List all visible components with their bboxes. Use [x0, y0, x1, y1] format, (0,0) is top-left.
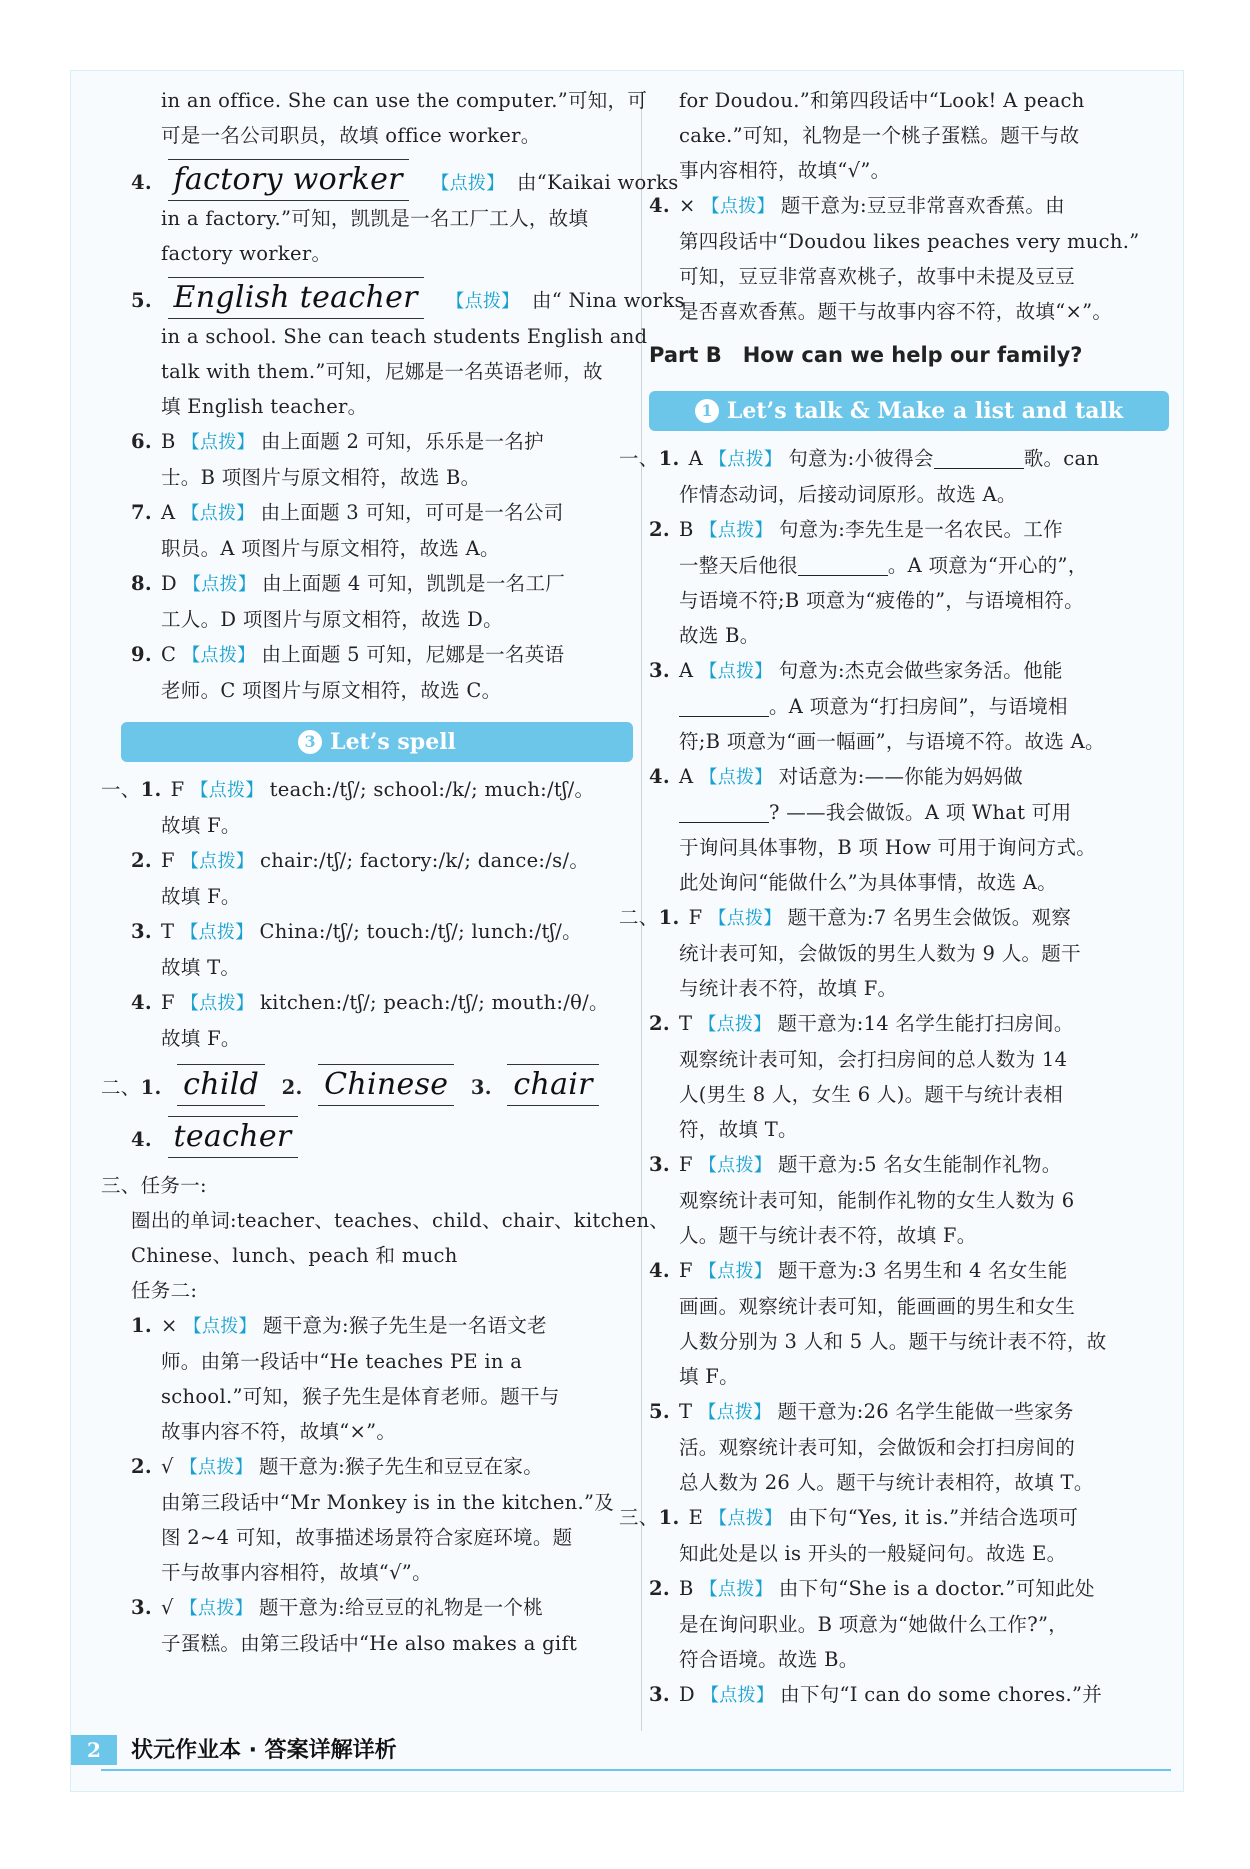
text-line: 于询问具体事物，B 项 How 可用于询问方式。 — [679, 836, 1097, 859]
hint-tag: 【点拨】 — [183, 1316, 257, 1337]
answer-item: 1. × 【点拨】 题干意为:猴子先生是一名语文老 — [131, 1314, 547, 1337]
section-banner-lets-talk: 1 Let’s talk & Make a list and talk — [649, 391, 1169, 431]
text-line: 符合语境。故选 B。 — [679, 1648, 859, 1671]
text-line: 由第三段话中“Mr Monkey is in the kitchen.”及 — [161, 1491, 615, 1514]
text-line: 观察统计表可知，会打扫房间的总人数为 14 — [679, 1048, 1068, 1071]
text-line: 符;B 项意为“画一幅画”，与语境不符。故选 A。 — [679, 730, 1105, 753]
text-line: 作情态动词，后接动词原形。故选 A。 — [679, 483, 1017, 506]
text-line: Chinese、lunch、peach 和 much — [131, 1244, 458, 1267]
text-line: talk with them.”可知，尼娜是一名英语老师，故 — [161, 360, 603, 383]
hint-tag: 【点拨】 — [708, 908, 782, 929]
text-line: 与语境不符;B 项意为“疲倦的”，与语境相符。 — [679, 589, 1084, 612]
text-line: 士。B 项图片与原文相符，故选 B。 — [161, 466, 481, 489]
hint-tag: 【点拨】 — [698, 1014, 772, 1035]
text-line: for Doudou.”和第四段话中“Look! A peach — [679, 89, 1085, 112]
text-line: 老师。C 项图片与原文相符，故选 C。 — [161, 679, 502, 702]
text-line: 知此处是以 is 开头的一般疑问句。故选 E。 — [679, 1542, 1067, 1565]
text-line: cake.”可知，礼物是一个桃子蛋糕。题干与故 — [679, 124, 1080, 147]
hint-tag: 【点拨】 — [699, 767, 773, 788]
hint-tag: 【点拨】 — [181, 432, 255, 453]
text-line: 总人数为 26 人。题干与统计表相符，故填 T。 — [679, 1471, 1094, 1494]
part-heading: Part B How can we help our family? — [649, 343, 1083, 367]
hint-tag: 【点拨】 — [699, 661, 773, 682]
handwritten-answer: chair — [507, 1064, 598, 1106]
answer-item: 3. F 【点拨】 题干意为:5 名女生能制作礼物。 — [649, 1153, 1062, 1176]
hint-tag: 【点拨】 — [698, 1155, 773, 1176]
text-line: 故填 F。 — [161, 814, 241, 837]
answer-item: 一、1. F 【点拨】 teach:/tʃ/; school:/k/; much:/tʃ/。 — [101, 778, 595, 801]
hint-tag: 【点拨】 — [179, 1598, 253, 1619]
text-line: factory worker。 — [161, 242, 332, 265]
hint-tag: 【点拨】 — [180, 851, 255, 872]
answer-item-5: 5. English teacher 【点拨】 由“ Nina works — [101, 277, 633, 319]
section-number-badge: 3 — [298, 730, 322, 754]
handwritten-answer: factory worker — [168, 159, 409, 201]
text-line: 此处询问“能做什么”为具体事情，故选 A。 — [679, 871, 1058, 894]
answer-item: 9. C 【点拨】 由上面题 5 可知，尼娜是一名英语 — [131, 643, 565, 666]
text-line: 符，故填 T。 — [679, 1118, 798, 1141]
answer-item: 5. T 【点拨】 题干意为:26 名学生能做一些家务 — [649, 1400, 1074, 1423]
text-line: 工人。D 项图片与原文相符，故选 D。 — [161, 608, 503, 631]
left-column — [101, 83, 685, 1661]
text-line: 干与故事内容相符，故填“√”。 — [161, 1561, 432, 1584]
answer-item: 4. × 【点拨】 题干意为:豆豆非常喜欢香蕉。由 — [649, 194, 1065, 217]
answer-item: 7. A 【点拨】 由上面题 3 可知，可可是一名公司 — [131, 501, 564, 524]
text-line: 人。题干与统计表不符，故填 F。 — [679, 1224, 977, 1247]
section-banner-lets-spell: 3 Let’s spell — [121, 722, 633, 762]
answer-item: 2. √ 【点拨】 题干意为:猴子先生和豆豆在家。 — [131, 1455, 544, 1478]
answer-item: 2. B 【点拨】 由下句“She is a doctor.”可知此处 — [649, 1577, 1095, 1600]
hint-tag: 【点拨】 — [698, 1402, 772, 1423]
task-heading: 三、任务一: — [101, 1174, 207, 1197]
text-line: 故填 F。 — [161, 885, 241, 908]
answer-item: 2. B 【点拨】 句意为:李先生是一名农民。工作 — [649, 518, 1063, 541]
text-line: 可知，豆豆非常喜欢桃子，故事中未提及豆豆 — [679, 265, 1076, 288]
hint-tag: 【点拨】 — [446, 291, 520, 312]
text-line: 师。由第一段话中“He teaches PE in a — [161, 1350, 523, 1373]
text-line: 。A 项意为“打扫房间”，与语境相 — [649, 689, 1169, 724]
text-line: 图 2~4 可知，故事描述场景符合家庭环境。题 — [161, 1526, 573, 1549]
answer-item: 2. F 【点拨】 chair:/tʃ/; factory:/k/; dance:/s/。 — [131, 849, 590, 872]
text-line: 故选 B。 — [679, 624, 760, 647]
answer-page — [70, 70, 1184, 1792]
text-line: 职员。A 项图片与原文相符，故选 A。 — [161, 537, 500, 560]
answer-item: 二、1. F 【点拨】 题干意为:7 名男生会做饭。观察 — [619, 906, 1072, 929]
answer-item: 3. A 【点拨】 句意为:杰克会做些家务活。他能 — [649, 659, 1063, 682]
fill-blank — [934, 448, 1024, 469]
answer-item: 2. T 【点拨】 题干意为:14 名学生能打扫房间。 — [649, 1012, 1074, 1035]
hint-tag: 【点拨】 — [190, 780, 264, 801]
hint-tag: 【点拨】 — [180, 922, 254, 943]
answer-item: 6. B 【点拨】 由上面题 2 可知，乐乐是一名护 — [131, 430, 544, 453]
text-line: 人数分别为 3 人和 5 人。题干与统计表不符，故 — [679, 1330, 1107, 1353]
text-line: ? ——我会做饭。A 项 What 可用 — [649, 795, 1169, 830]
fill-blank — [679, 696, 769, 717]
text-line: 画画。观察统计表可知，能画画的男生和女生 — [679, 1295, 1076, 1318]
right-column — [619, 83, 1169, 1713]
handwritten-answer: English teacher — [168, 277, 424, 319]
text-line: in a factory.”可知，凯凯是一名工厂工人，故填 — [161, 207, 589, 230]
text-line: 填 English teacher。 — [161, 395, 368, 418]
answer-item: 3. √ 【点拨】 题干意为:给豆豆的礼物是一个桃 — [131, 1596, 544, 1619]
text-line: 故填 T。 — [161, 956, 241, 979]
fill-blank — [798, 555, 888, 576]
text-line: 与统计表不符，故填 F。 — [679, 977, 898, 1000]
text-line: 第四段话中“Doudou likes peaches very much.” — [679, 230, 1140, 253]
hint-tag: 【点拨】 — [698, 1261, 773, 1282]
page-number: 2 — [71, 1735, 117, 1765]
text-line: in a school. She can teach students English and — [161, 325, 648, 348]
hint-tag: 【点拨】 — [699, 1579, 773, 1600]
page-footer — [71, 1731, 1183, 1771]
section-number-badge: 1 — [695, 399, 719, 423]
handwritten-answer: child — [177, 1064, 265, 1106]
answer-item: 8. D 【点拨】 由上面题 4 可知，凯凯是一名工厂 — [131, 572, 566, 595]
hint-tag: 【点拨】 — [179, 1457, 253, 1478]
hint-tag: 【点拨】 — [709, 1508, 783, 1529]
text-line: 人(男生 8 人，女生 6 人)。题干与统计表相 — [679, 1083, 1064, 1106]
text-line: 故事内容不符，故填“×”。 — [161, 1420, 397, 1443]
text-line: 可是一名公司职员，故填 office worker。 — [161, 124, 541, 147]
answer-item: 3. D 【点拨】 由下句“I can do some chores.”并 — [649, 1683, 1103, 1706]
book-title: 状元作业本 · 答案详解详析 — [131, 1738, 397, 1763]
handwritten-answer: teacher — [168, 1116, 298, 1158]
answer-item: 3. T 【点拨】 China:/tʃ/; touch:/tʃ/; lunch:/tʃ/。 — [131, 920, 582, 943]
text-line: 填 F。 — [679, 1365, 739, 1388]
answer-item-4: 4. factory worker 【点拨】 由“Kaikai works — [101, 159, 633, 201]
answer-item: 4. A 【点拨】 对话意为:——你能为妈妈做 — [649, 765, 1024, 788]
hint-tag: 【点拨】 — [182, 574, 257, 595]
text-line: 一整天后他很 。A 项意为“开心的”， — [679, 554, 1088, 577]
handwriting-row: 4. teacher — [101, 1116, 633, 1158]
hint-tag: 【点拨】 — [180, 993, 255, 1014]
handwritten-answer: Chinese — [318, 1064, 454, 1106]
hint-tag: 【点拨】 — [699, 520, 773, 541]
text-line: 是在询问职业。B 项意为“她做什么工作?”， — [679, 1613, 1069, 1636]
answer-item: 4. F 【点拨】 题干意为:3 名男生和 4 名女生能 — [649, 1259, 1068, 1282]
footer-rule — [101, 1769, 1171, 1771]
handwriting-row: 二、1. child 2. Chinese 3. chair — [101, 1064, 633, 1106]
text-line: 故填 F。 — [161, 1027, 241, 1050]
task-heading: 任务二: — [131, 1279, 198, 1302]
text-line: 子蛋糕。由第三段话中“He also makes a gift — [161, 1632, 578, 1655]
text-line: 圈出的单词:teacher、teaches、child、chair、kitchen、 — [131, 1209, 670, 1232]
text-line: 是否喜欢香蕉。题干与故事内容不符，故填“×”。 — [679, 300, 1113, 323]
text-line: 观察统计表可知，能制作礼物的女生人数为 6 — [679, 1189, 1075, 1212]
fill-blank — [679, 802, 769, 823]
hint-tag: 【点拨】 — [709, 449, 783, 470]
text-line: school.”可知，猴子先生是体育老师。题干与 — [161, 1385, 560, 1408]
text-line: 事内容相符，故填“√”。 — [679, 159, 891, 182]
text-line: 统计表可知，会做饭的男生人数为 9 人。题干 — [679, 942, 1081, 965]
answer-item: 三、1. E 【点拨】 由下句“Yes, it is.”并结合选项可 — [619, 1506, 1079, 1529]
answer-item: 一、1. A 【点拨】 句意为:小彼得会 歌。can — [619, 447, 1100, 470]
hint-tag: 【点拨】 — [701, 196, 775, 217]
hint-tag: 【点拨】 — [431, 173, 505, 194]
hint-tag: 【点拨】 — [700, 1685, 775, 1706]
text-line: 活。观察统计表可知，会做饭和会打扫房间的 — [679, 1436, 1076, 1459]
hint-tag: 【点拨】 — [182, 645, 256, 666]
answer-item: 4. F 【点拨】 kitchen:/tʃ/; peach:/tʃ/; mouth:/θ/。 — [131, 991, 609, 1014]
text-line: in an office. She can use the computer.”可知，可 — [161, 89, 648, 112]
hint-tag: 【点拨】 — [181, 503, 255, 524]
